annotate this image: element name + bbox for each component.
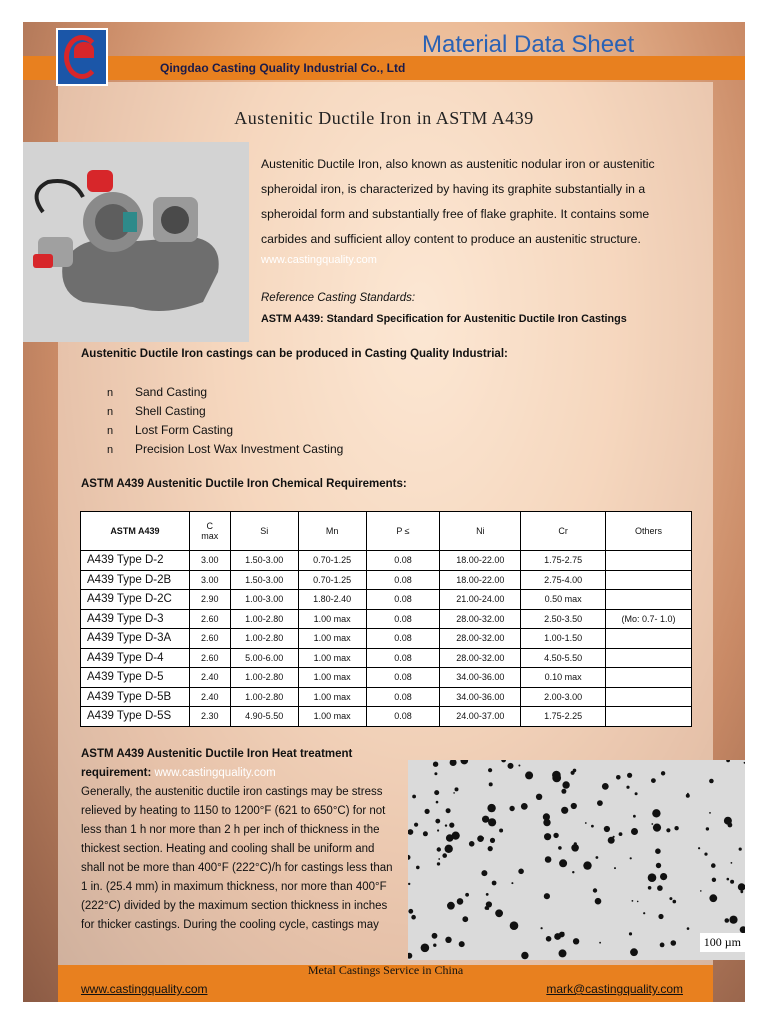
table-cell: 24.00-37.00 xyxy=(440,707,521,727)
table-header-row xyxy=(81,512,692,551)
table-cell: 2.60 xyxy=(189,648,230,668)
table-row-type: A439 Type D-2C xyxy=(81,590,190,610)
table-row xyxy=(81,687,692,707)
table-cell: 1.00-2.80 xyxy=(230,668,298,688)
column-header: ASTM A439 xyxy=(81,512,190,551)
table-cell: 0.08 xyxy=(366,590,440,610)
table-cell: 0.08 xyxy=(366,609,440,629)
table-cell: 1.50-3.00 xyxy=(230,570,298,590)
table-cell: 2.60 xyxy=(189,629,230,649)
table-cell: 2.30 xyxy=(189,707,230,727)
bullet-marker: n xyxy=(107,406,114,418)
method-label: Sand Casting xyxy=(135,385,208,399)
column-header: Mn xyxy=(298,512,366,551)
table-row-type: A439 Type D-3 xyxy=(81,609,190,629)
table-cell: 0.08 xyxy=(366,570,440,590)
table-cell: 2.40 xyxy=(189,687,230,707)
table-row-type: A439 Type D-4 xyxy=(81,648,190,668)
table-cell: 18.00-22.00 xyxy=(440,551,521,571)
table-row-type: A439 Type D-5 xyxy=(81,668,190,688)
table-row-type: A439 Type D-3A xyxy=(81,629,190,649)
table-cell: 21.00-24.00 xyxy=(440,590,521,610)
turbocharger-casting-photo xyxy=(23,142,249,342)
website-link[interactable]: www.castingquality.com xyxy=(154,767,276,779)
table-cell: 0.08 xyxy=(366,551,440,571)
intro-paragraph: Austenitic Ductile Iron, also known as austenitic nodular iron or austenitic spheroidal iron, is characterized by having its graphite substantially in a spheroidal form and substantially free of flake graphite. It contains some carbides and sufficient alloy content to produce an austenitic structure. xyxy=(261,157,655,246)
data-sheet-page xyxy=(23,22,745,1002)
table-row xyxy=(81,648,692,668)
chemical-requirements-table xyxy=(80,511,692,727)
table-cell: 4.90-5.50 xyxy=(230,707,298,727)
table-row xyxy=(81,707,692,727)
table-cell xyxy=(606,668,692,688)
footer-website-link[interactable]: www.castingquality.com xyxy=(81,982,208,996)
table-row xyxy=(81,629,692,649)
table-row xyxy=(81,551,692,571)
table-cell: 1.00 max xyxy=(298,648,366,668)
microstructure-micrograph xyxy=(408,760,745,960)
table-cell: 1.00-2.80 xyxy=(230,687,298,707)
table-cell: 0.08 xyxy=(366,629,440,649)
table-cell: 1.00-1.50 xyxy=(521,629,606,649)
table-cell: 1.75-2.25 xyxy=(521,707,606,727)
table-cell: 28.00-32.00 xyxy=(440,609,521,629)
casting-methods-list xyxy=(107,383,343,459)
footer-email-link[interactable]: mark@castingquality.com xyxy=(546,982,683,996)
table-row xyxy=(81,668,692,688)
column-header: Others xyxy=(606,512,692,551)
scale-bar-label: 100 µm xyxy=(700,933,745,952)
table-cell: 1.00 max xyxy=(298,707,366,727)
table-cell xyxy=(606,590,692,610)
list-item xyxy=(107,402,343,421)
table-cell: 1.00 max xyxy=(298,629,366,649)
table-cell xyxy=(606,551,692,571)
list-item xyxy=(107,383,343,402)
company-name: Qingdao Casting Quality Industrial Co., Ltd xyxy=(160,61,406,75)
table-cell: 18.00-22.00 xyxy=(440,570,521,590)
table-cell xyxy=(606,648,692,668)
table-cell: 0.50 max xyxy=(521,590,606,610)
table-row-type: A439 Type D-5B xyxy=(81,687,190,707)
table-cell: 1.00-2.80 xyxy=(230,629,298,649)
bullet-marker: n xyxy=(107,387,114,399)
heat-treatment-paragraph: Generally, the austenitic ductile iron castings may be stress relieved by heating to 1150 to 1200°F (621 to 650°C) for not less than 1 h nor more than 2 h per inch of thickness in the thickest section. Heating and cooling shall be uniform and shall not be more than 400°F (222°C)/h for castings less than 1 in. (25.4 mm) in maximum thickness, nor more than 400°F (222°C) divided by the maximum section thickness in inches for thicker castings. During the cooling cycle, castings may xyxy=(81,786,393,931)
column-header: Ni xyxy=(440,512,521,551)
table-cell: 1.00 max xyxy=(298,609,366,629)
table-cell: 2.00-3.00 xyxy=(521,687,606,707)
table-cell xyxy=(606,629,692,649)
table-cell xyxy=(606,570,692,590)
heat-treatment-heading: ASTM A439 Austenitic Ductile Iron Heat treatment requirement: www.castingquality.com xyxy=(81,748,353,779)
table-cell: 2.90 xyxy=(189,590,230,610)
table-body xyxy=(81,551,692,727)
bullet-marker: n xyxy=(107,444,114,456)
footer-tagline: Metal Castings Service in China xyxy=(307,963,464,977)
table-cell xyxy=(606,687,692,707)
table-cell: 5.00-6.00 xyxy=(230,648,298,668)
reference-standards-label: Reference Casting Standards: xyxy=(261,292,416,304)
column-header: Si xyxy=(230,512,298,551)
watermark-url: www.castingquality.com xyxy=(261,254,377,266)
table-cell: 28.00-32.00 xyxy=(440,648,521,668)
table-cell xyxy=(606,707,692,727)
table-cell: 28.00-32.00 xyxy=(440,629,521,649)
table-cell: 2.40 xyxy=(189,668,230,688)
method-label: Shell Casting xyxy=(135,404,206,418)
method-label: Lost Form Casting xyxy=(135,423,234,437)
table-cell: (Mo: 0.7- 1.0) xyxy=(606,609,692,629)
table-row xyxy=(81,590,692,610)
table-cell: 1.75-2.75 xyxy=(521,551,606,571)
table-cell: 34.00-36.00 xyxy=(440,668,521,688)
column-header: Cr xyxy=(521,512,606,551)
table-cell: 0.70-1.25 xyxy=(298,551,366,571)
list-item xyxy=(107,440,343,459)
chemical-requirements-heading: ASTM A439 Austenitic Ductile Iron Chemical Requirements: xyxy=(81,478,407,490)
production-heading: Austenitic Ductile Iron castings can be produced in Casting Quality Industrial: xyxy=(81,348,508,360)
column-header: P ≤ xyxy=(366,512,440,551)
method-label: Precision Lost Wax Investment Casting xyxy=(135,442,344,456)
table-cell: 1.00 max xyxy=(298,687,366,707)
table-cell: 1.00-3.00 xyxy=(230,590,298,610)
table-cell: 1.00-2.80 xyxy=(230,609,298,629)
table-cell: 0.08 xyxy=(366,687,440,707)
table-row-type: A439 Type D-2 xyxy=(81,551,190,571)
table-cell: 4.50-5.50 xyxy=(521,648,606,668)
table-row-type: A439 Type D-5S xyxy=(81,707,190,727)
table-cell: 3.00 xyxy=(189,551,230,571)
table-cell: 0.08 xyxy=(366,707,440,727)
reference-standard: ASTM A439: Standard Specification for Austenitic Ductile Iron Castings xyxy=(261,313,627,325)
table-cell: 0.10 max xyxy=(521,668,606,688)
table-cell: 2.50-3.50 xyxy=(521,609,606,629)
table-cell: 2.75-4.00 xyxy=(521,570,606,590)
table-row-type: A439 Type D-2B xyxy=(81,570,190,590)
page-title: Austenitic Ductile Iron in ASTM A439 xyxy=(234,108,534,128)
table-cell: 1.50-3.00 xyxy=(230,551,298,571)
table-cell: 0.70-1.25 xyxy=(298,570,366,590)
table-cell: 34.00-36.00 xyxy=(440,687,521,707)
table-cell: 1.80-2.40 xyxy=(298,590,366,610)
bullet-marker: n xyxy=(107,425,114,437)
company-logo xyxy=(56,28,108,86)
list-item xyxy=(107,421,343,440)
column-header: C max xyxy=(189,512,230,551)
document-type-title: Material Data Sheet xyxy=(422,31,635,58)
table-cell: 1.00 max xyxy=(298,668,366,688)
table-cell: 3.00 xyxy=(189,570,230,590)
table-row xyxy=(81,609,692,629)
table-cell: 2.60 xyxy=(189,609,230,629)
table-cell: 0.08 xyxy=(366,668,440,688)
table-cell: 0.08 xyxy=(366,648,440,668)
table-row xyxy=(81,570,692,590)
